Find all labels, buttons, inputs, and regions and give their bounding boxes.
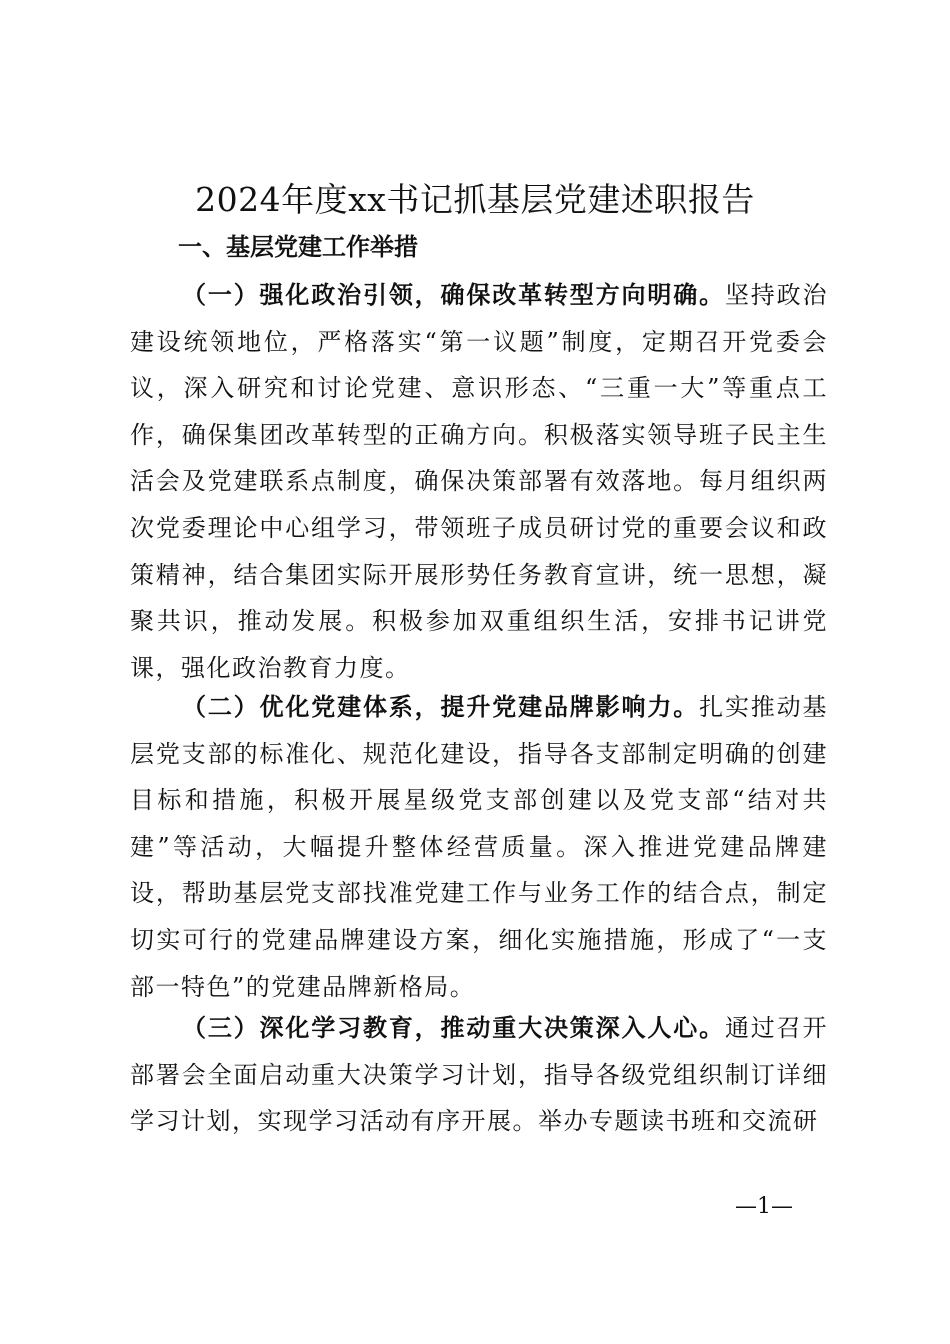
paragraph-3-lead: （三）深化学习教育，推动重大决策深入人心。 bbox=[182, 1013, 725, 1042]
document-title: 2024年度xx书记抓基层党建述职报告 bbox=[195, 180, 755, 219]
paragraph-1-lead: （一）强化政治引领，确保改革转型方向明确。 bbox=[182, 280, 725, 309]
paragraph-1 bbox=[130, 272, 828, 691]
paragraph-2 bbox=[130, 684, 828, 1010]
page-number: —1— bbox=[735, 1194, 793, 1219]
paragraph-2-body: 扎实推动基层党支部的标准化、规范化建设，指导各支部制定明确的创建目标和措施，积极开展星级党支部创建以及党支部“结对共建”等活动，大幅提升整体经营质量。深入推进党建品牌建设，帮助基层党支部找准党建工作与业务工作的结合点，制定切实可行的党建品牌建设方案，细化实施措施，形成了“一支部一特色”的党建品牌新格局。 bbox=[130, 693, 829, 1001]
paragraph-3-body: 通过召开部署会全面启动重大决策学习计划，指导各级党组织制订详细学习计划，实现学习活动有序开展。举办专题读书班和交流研 bbox=[130, 1014, 828, 1136]
paragraph-2-lead: （二）优化党建体系，提升党建品牌影响力。 bbox=[182, 692, 700, 721]
section-heading: 一、基层党建工作举措 bbox=[178, 233, 418, 261]
paragraph-1-body: 坚持政治建设统领地位，严格落实“第一议题”制度，定期召开党委会议，深入研究和讨论党建、意识形态、“三重一大”等重点工作，确保集团改革转型的正确方向。积极落实领导班子民主生活会及党建联系点制度，确保决策部署有效落地。每月组织两次党委理论中心组学习，带领班子成员研讨党的重要会议和政策精神，结合集团实际开展形势任务教育宣讲，统一思想，凝聚共识，推动发展。积极参加双重组织生活，安排书记讲党课，强化政治教育力度。 bbox=[130, 281, 828, 682]
paragraph-3 bbox=[130, 1005, 828, 1145]
